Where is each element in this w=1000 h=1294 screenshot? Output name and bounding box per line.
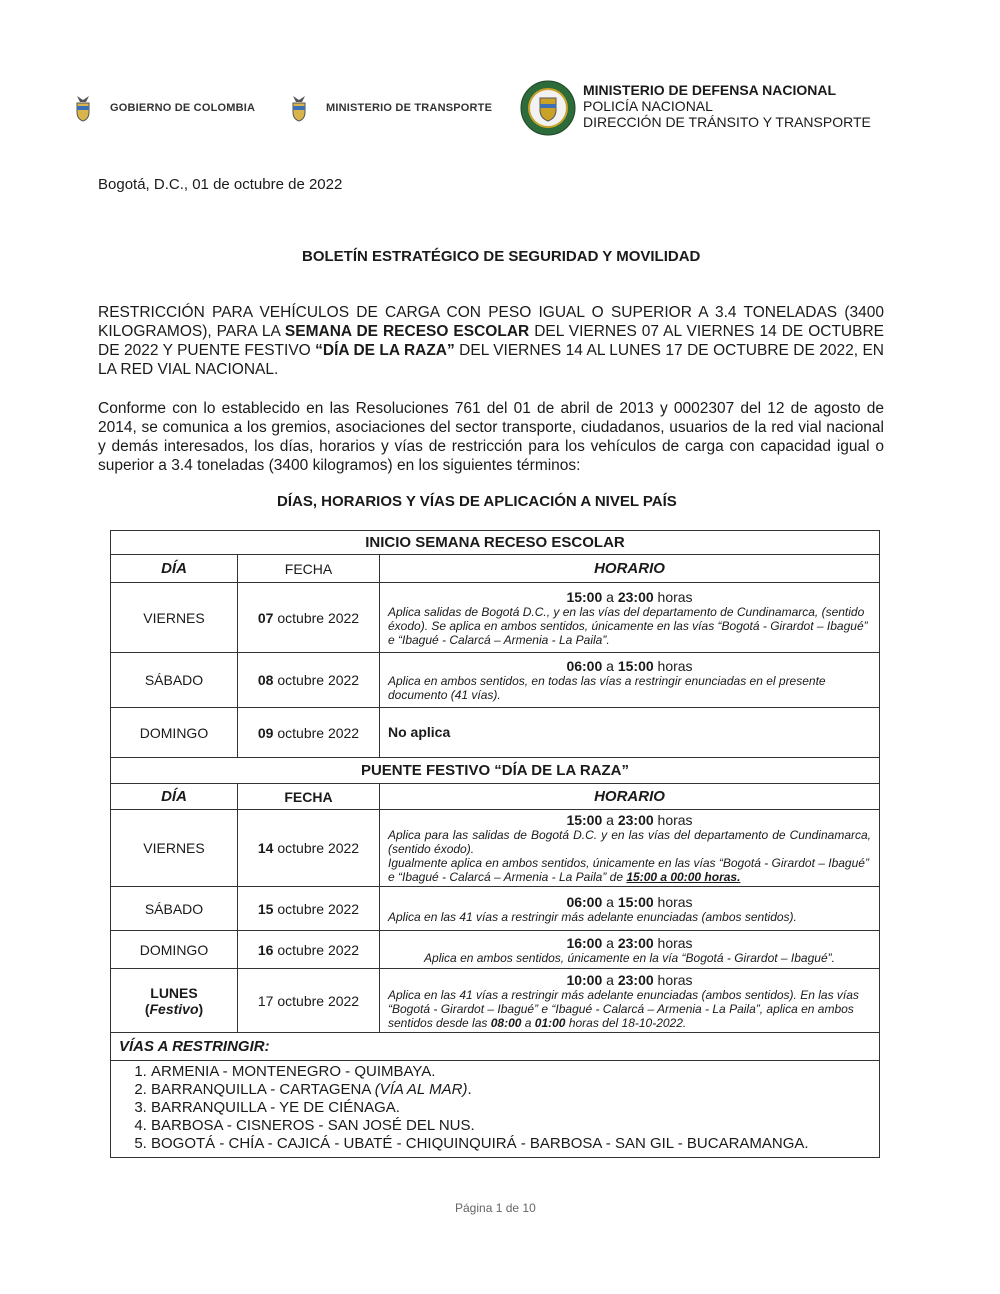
table-row (111, 969, 880, 1033)
col-header-horario: HORARIO (380, 784, 880, 810)
row-day: DOMINGO (111, 708, 238, 758)
transit-direction-label: DIRECCIÓN DE TRÁNSITO Y TRANSPORTE (583, 114, 871, 130)
row-day: VIERNES (111, 810, 238, 887)
mintransporte-label: MINISTERIO DE TRANSPORTE (326, 102, 493, 114)
restriction-table-wrap (110, 530, 880, 1158)
intro-p1-text-a: RESTRICCIÓN PARA VEHÍCULOS DE CARGA CON PESO IGUAL O SUPERIOR A 3.4 TONELADAS (3400 KILOGRAMOS), PARA LA (98, 304, 884, 340)
restriction-table (110, 530, 880, 1158)
table-subtitle: DÍAS, HORARIOS Y VÍAS DE APLICACIÓN A NIVEL PAÍS (277, 493, 677, 510)
row-horario: 15:00 a 23:00 horas Aplica salidas de Bogotá D.C., y en las vías del departamento de Cundinamarca, (sentido éxodo). Se aplica en ambos sentidos, únicamente en las vías “Bogotá - Girardot – Ibagué” e “Ibagué - Calarcá – Armenia - La Paila”. (380, 583, 880, 653)
row-horario: 15:00 a 23:00 horas Aplica para las salidas de Bogotá D.C. y en las vías del departamento de Cundinamarca, (sentido éxodo). Igualmente aplica en ambos sentidos, únicamente en las vías “Bogotá - Girardot – Ibagué” e “Ibagué - Calarcá – Armenia - La Paila” de 15:00 a 00:00 horas. (380, 810, 880, 887)
table-row (111, 653, 880, 708)
intro-p1-text-c: DEL VIERNES 07 AL VIERNES 14 DE OCTUBRE DE 2022 Y PUENTE FESTIVO (98, 323, 884, 359)
row-horario (380, 708, 880, 758)
vias-list (111, 1063, 879, 1153)
row-note: Aplica en ambos sentidos, únicamente en la vía “Bogotá - Girardot – Ibagué”. (424, 950, 835, 965)
police-badge-icon (520, 80, 576, 136)
col-header-horario: HORARIO (380, 555, 880, 583)
row-day: VIERNES (111, 583, 238, 653)
row-note-2: Igualmente aplica en ambos sentidos, únicamente en las vías “Bogotá - Girardot – Ibagué” e “Ibagué - Calarcá – Armenia - La Paila” de 15:00 a 00:00 horas. (388, 856, 869, 884)
police-emblem (520, 80, 576, 141)
list-item: 1. ARMENIA - MONTENEGRO - QUIMBAYA. (151, 1063, 879, 1081)
list-item: 2. BARRANQUILLA - CARTAGENA (VÍA AL MAR). (151, 1081, 879, 1099)
row-date: 09 octubre 2022 (238, 708, 380, 758)
row-note: Aplica en ambos sentidos, en todas las vías a restringir enunciadas en el presente documento (41 vías). (388, 674, 826, 702)
row-day: DOMINGO (111, 931, 238, 969)
list-item: 3. BARRANQUILLA - YE DE CIÉNAGA. (151, 1099, 879, 1117)
intro-paragraph-1 (98, 303, 884, 379)
mintransporte-logo (290, 94, 308, 127)
page-number: Página 1 de 10 (455, 1201, 536, 1215)
section-puente-festivo: PUENTE FESTIVO “DÍA DE LA RAZA” (111, 758, 880, 784)
colombia-crest-icon (290, 94, 308, 122)
row-day: SÁBADO (111, 887, 238, 931)
row-note: Aplica en las 41 vías a restringir más adelante enunciadas (ambos sentidos). En las vías “Bogotá - Girardot – Ibagué” e “Ibagué - Calarcá – Armenia - La Paila”, aplica en ambos sentidos desde las 08:00 a 01:00 horas del 18-10-2022. (388, 987, 859, 1030)
list-item: 5. BOGOTÁ - CHÍA - CAJICÁ - UBATÉ - CHIQUINQUIRÁ - BARBOSA - SAN GIL - BUCARAMANGA. (151, 1135, 879, 1153)
list-item: 4. BARBOSA - CISNEROS - SAN JOSÉ DEL NUS. (151, 1117, 879, 1135)
col-header-dia: DÍA (111, 555, 238, 583)
section-receso-escolar: INICIO SEMANA RECESO ESCOLAR (111, 531, 880, 555)
row-date: 16 octubre 2022 (238, 931, 380, 969)
col-header-fecha: FECHA (238, 555, 380, 583)
row-note: Aplica para las salidas de Bogotá D.C. y en las vías del departamento de Cundinamarca, (sentido éxodo). (388, 828, 871, 856)
date-line: Bogotá, D.C., 01 de octubre de 2022 (98, 176, 343, 193)
row-date: 14 octubre 2022 (238, 810, 380, 887)
intro-p1-bold-receso: SEMANA DE RECESO ESCOLAR (284, 323, 530, 340)
row-day: SÁBADO (111, 653, 238, 708)
vias-list-cell (111, 1061, 880, 1158)
row-note: Aplica en las 41 vías a restringir más adelante enunciadas (ambos sentidos). (388, 909, 797, 924)
ministry-defense-label: MINISTERIO DE DEFENSA NACIONAL (583, 82, 837, 98)
row-day: LUNES (Festivo) (111, 969, 238, 1033)
police-header (583, 82, 871, 130)
col-header-fecha: FECHA (238, 784, 380, 810)
gov-colombia-logo (74, 94, 92, 127)
no-aplica-label: No aplica (388, 723, 451, 740)
colombia-crest-icon (74, 94, 92, 122)
intro-p1-text-e: DEL VIERNES 14 AL LUNES 17 DE OCTUBRE DE 2022, EN LA RED VIAL NACIONAL. (98, 342, 884, 378)
table-row (111, 887, 880, 931)
row-date: 15 octubre 2022 (238, 887, 380, 931)
row-horario: 16:00 a 23:00 horas Aplica en ambos sentidos, únicamente en la vía “Bogotá - Girardot – Ibagué”. (380, 931, 880, 969)
table-row (111, 931, 880, 969)
police-nacional-label: POLICÍA NACIONAL (583, 98, 713, 114)
vias-heading: VÍAS A RESTRINGIR: (111, 1033, 880, 1061)
row-note: Aplica salidas de Bogotá D.C., y en las vías del departamento de Cundinamarca, (sentido éxodo). Se aplica en ambos sentidos, únicamente en las vías “Bogotá - Girardot – Ibagué” e “Ibagué - Calarcá – Armenia - La Paila”. (388, 604, 868, 647)
table-row (111, 583, 880, 653)
row-horario: 06:00 a 15:00 horas Aplica en ambos sentidos, en todas las vías a restringir enunciadas en el presente documento (41 vías). (380, 653, 880, 708)
table-row (111, 810, 880, 887)
intro-p2-text: Conforme con lo establecido en las Resoluciones 761 del 01 de abril de 2013 y 0002307 del 12 de agosto de 2014, se comunica a los gremios, asociaciones del sector transporte, ciudadanos, usuarios de la red vial nacional y demás interesados, los días, horarios y vías de restricción para los vehículos de carga con capacidad igual o superior a 3.4 toneladas (3400 kilogramos) en los siguientes términos: (98, 400, 884, 474)
col-header-dia: DÍA (111, 784, 238, 810)
intro-paragraph-2 (98, 399, 884, 475)
row-date: 08 octubre 2022 (238, 653, 380, 708)
intro-p1-bold-raza: “DÍA DE LA RAZA” (315, 342, 455, 359)
document-title: BOLETÍN ESTRATÉGICO DE SEGURIDAD Y MOVILIDAD (302, 248, 701, 265)
row-date: 17 octubre 2022 (238, 969, 380, 1033)
row-horario: 10:00 a 23:00 horas Aplica en las 41 vías a restringir más adelante enunciadas (ambos sentidos). En las vías “Bogotá - Girardot – Ibagué” e “Ibagué - Calarcá – Armenia - La Paila”, aplica en ambos sentidos desde las 08:00 a 01:00 horas del 18-10-2022. (380, 969, 880, 1033)
gov-colombia-label: GOBIERNO DE COLOMBIA (110, 102, 256, 114)
row-horario: 06:00 a 15:00 horas Aplica en las 41 vías a restringir más adelante enunciadas (ambos sentidos). (380, 887, 880, 931)
row-date: 07 octubre 2022 (238, 583, 380, 653)
table-row (111, 708, 880, 758)
